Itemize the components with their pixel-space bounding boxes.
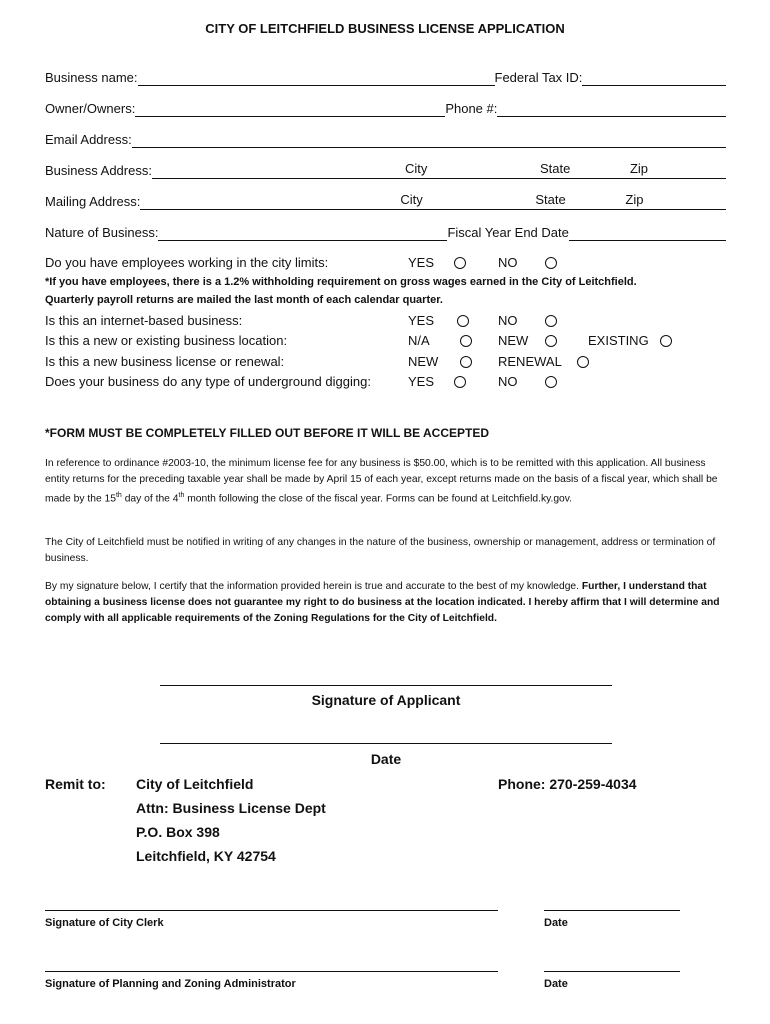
mailing-address-field[interactable] [140,192,400,210]
question-employees-text: Do you have employees working in the city limits: [45,255,329,270]
nature-row [45,222,726,241]
question-digging-text: Does your business do any type of underground digging: [45,374,371,389]
mailing-state-field[interactable] [535,192,625,210]
business-city-field[interactable] [405,161,540,179]
fee-paragraph-superscript-1: th [115,492,122,499]
business-state-field[interactable] [540,161,630,179]
location-na-radio[interactable] [460,335,472,347]
zoning-admin-signature-line[interactable] [45,971,498,972]
owners-label: Owner/Owners: [45,101,136,116]
employees-note-payroll: Quarterly payroll returns are mailed the last month of each calendar quarter. [45,294,443,306]
business-name-row [45,67,726,86]
mailing-city-label: City [400,192,423,207]
certification-text: By my signature below, I certify that the information provided herein is true and accurate to the best of my knowledge. [45,581,582,592]
fee-paragraph-superscript-2: th [178,492,185,499]
federal-tax-id-field[interactable] [582,68,726,86]
employees-yes-radio[interactable] [454,257,466,269]
remit-phone: Phone: 270-259-4034 [498,776,637,792]
city-clerk-signature-line[interactable] [45,910,498,911]
zoning-admin-date-label: Date [544,978,568,990]
certification-bold-text: Further, I understand that obtaining a business license does not guarantee my right to do business at the location indicated. I hereby affirm that I will determine and comply with all applicable requirements of the Zoning Regulations for the City of Leitchfield. [45,581,720,624]
phone-label: Phone #: [445,101,498,116]
applicant-date-label: Date [370,751,402,767]
mailing-city-field[interactable] [400,192,535,210]
zoning-admin-signature-label: Signature of Planning and Zoning Administrator [45,978,296,990]
applicant-signature-label: Signature of Applicant [311,692,461,708]
notification-paragraph: The City of Leitchfield must be notified in writing of any changes in the nature of the business, ownership or management, address or termination of business. [45,537,716,564]
fee-paragraph-text-2: day of the 4 [121,493,179,505]
business-address-row [45,160,726,179]
location-new-radio[interactable] [545,335,557,347]
digging-no-label: NO [498,374,518,389]
internet-yes-radio[interactable] [457,315,469,327]
business-address-field[interactable] [152,161,405,179]
license-new-label: NEW [408,354,439,369]
question-location [45,332,735,351]
owners-field[interactable] [135,99,445,117]
question-license-text: Is this a new business license or renewal: [45,354,285,369]
form-complete-notice: *FORM MUST BE COMPLETELY FILLED OUT BEFORE IT WILL BE ACCEPTED [45,426,490,440]
digging-yes-radio[interactable] [454,376,466,388]
city-clerk-date-label: Date [544,917,568,929]
remit-line-4: Leitchfield, KY 42754 [136,848,276,864]
digging-no-radio[interactable] [545,376,557,388]
certification-paragraph [45,579,730,627]
question-license [45,353,735,372]
mailing-zip-field[interactable] [625,192,726,210]
internet-no-label: NO [498,313,518,328]
location-new-label: NEW [498,333,529,348]
zoning-admin-date-line[interactable] [544,971,680,972]
business-name-field[interactable] [138,68,495,86]
form-title: CITY OF LEITCHFIELD BUSINESS LICENSE APPLICATION [205,21,565,36]
employees-no-label: NO [498,255,518,270]
applicant-date-line[interactable] [160,743,612,744]
email-label: Email Address: [45,132,132,147]
mailing-address-label: Mailing Address: [45,194,141,209]
business-state-label: State [539,161,571,176]
applicant-signature-line[interactable] [160,685,612,686]
remit-line-1: City of Leitchfield [136,776,254,792]
city-clerk-date-line[interactable] [544,910,680,911]
email-field[interactable] [132,130,726,148]
internet-no-radio[interactable] [545,315,557,327]
fiscal-year-end-field[interactable] [569,223,726,241]
digging-yes-label: YES [408,374,435,389]
phone-field[interactable] [497,99,726,117]
business-city-label: City [404,161,428,176]
mailing-state-label: State [535,192,566,207]
remit-address [136,772,326,868]
business-address-label: Business Address: [45,163,152,178]
business-name-label: Business name: [45,70,138,85]
location-existing-label: EXISTING [588,333,649,348]
mailing-zip-label: Zip [625,192,644,207]
nature-field[interactable] [158,223,447,241]
location-na-label: N/A [408,333,430,348]
owners-row [45,98,726,117]
business-zip-field[interactable] [630,161,726,179]
remit-to-label: Remit to: [45,776,106,792]
internet-yes-label: YES [408,313,435,328]
license-new-radio[interactable] [460,356,472,368]
remit-line-3: P.O. Box 398 [136,824,220,840]
federal-tax-id-label: Federal Tax ID: [494,70,583,85]
question-employees [45,254,735,273]
email-row [45,129,726,148]
location-existing-radio[interactable] [660,335,672,347]
question-internet [45,312,735,331]
license-renewal-radio[interactable] [577,356,589,368]
business-zip-label: Zip [629,161,649,176]
employees-note-withholding: *If you have employees, there is a 1.2% withholding requirement on gross wages earned in the City of Leitchfield. [45,276,637,288]
employees-no-radio[interactable] [545,257,557,269]
remit-line-2: Attn: Business License Dept [136,800,326,816]
fee-paragraph-text-3: month following the close of the fiscal year. Forms can be found at Leitchfield.ky.gov. [184,493,573,505]
fiscal-year-end-label: Fiscal Year End Date [447,225,569,240]
employees-yes-label: YES [408,255,435,270]
fee-paragraph-text-1: In reference to ordinance #2003-10, the minimum license fee for any business is $50.00, which is to be remitted with this application. All business entity returns for the preceding taxable year shall be made by April 15 of each year, except returns made on the basis of a fiscal year, which shall be made by the 15 [45,458,718,505]
question-location-text: Is this a new or existing business location: [45,333,288,348]
nature-label: Nature of Business: [45,225,159,240]
question-internet-text: Is this an internet-based business: [45,313,243,328]
license-renewal-label: RENEWAL [498,354,562,369]
question-digging [45,373,735,392]
city-clerk-signature-label: Signature of City Clerk [45,917,164,929]
fee-paragraph [45,456,730,507]
mailing-address-row [45,191,726,210]
